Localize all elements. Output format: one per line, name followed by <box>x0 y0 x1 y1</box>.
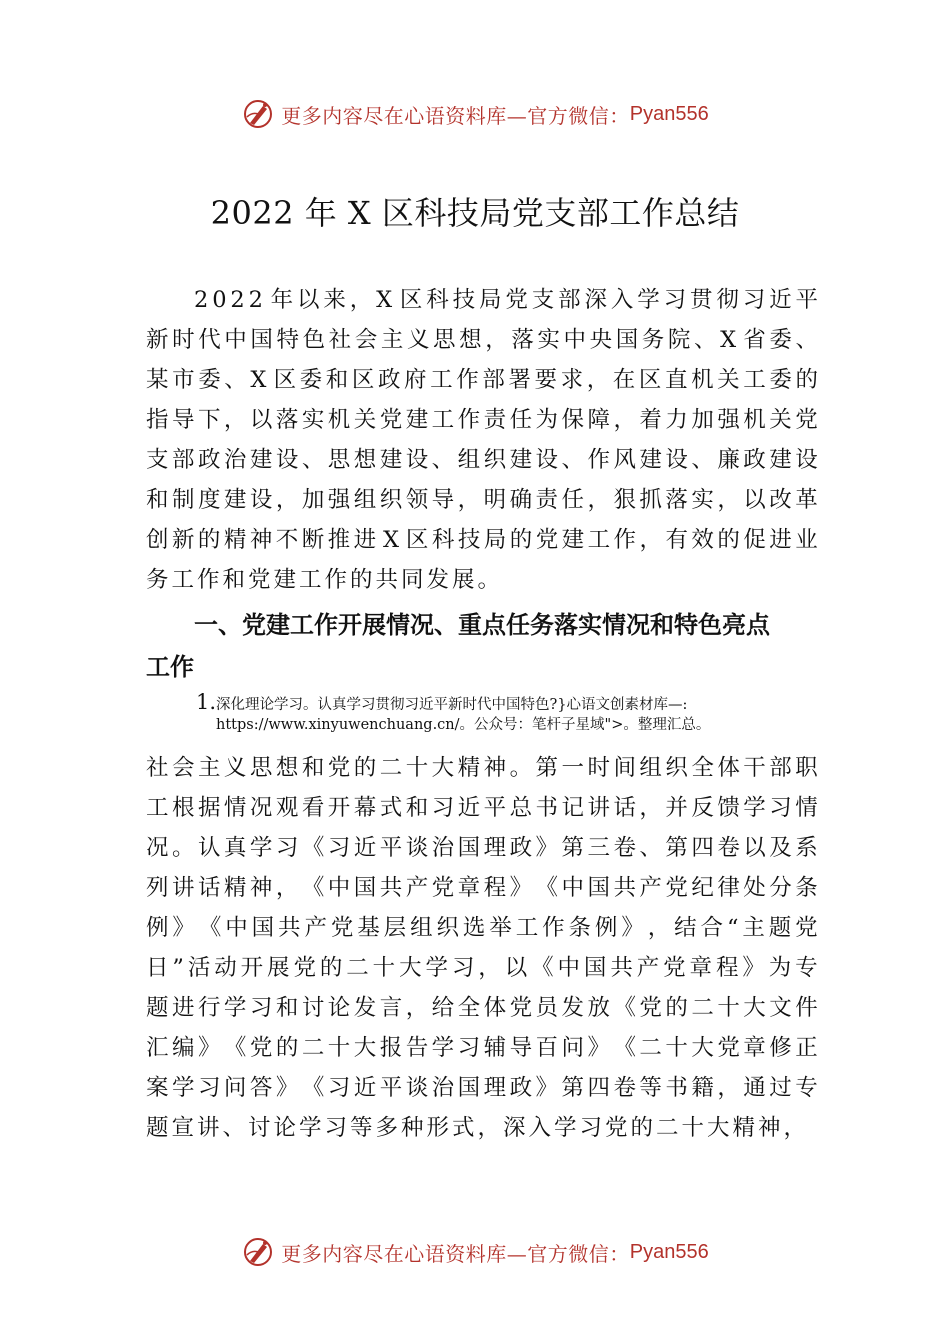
pen-nib-logo-icon <box>241 97 275 131</box>
text-line: 新 时 代 中 国 特 色 社 会 主 义 思 想 ， 落 实 中 央 国 务 院 、 X 省 委 、 <box>146 327 818 353</box>
item1-head-line1: 深化理论学习。认真学习贯彻习近平新时代中国特色?}心语文创素材库—: <box>216 697 688 713</box>
text-line: 题宣讲、讨论学习等多种形式，深入学习党的二十大精神， <box>146 1115 810 1141</box>
text-line: 社 会 主 义 思 想 和 党 的 二 十 大 精 神 。 第 一 时 间 组 织 全 体 干 部 职 <box>146 755 818 781</box>
banner-text: 更多内容尽在心语资料库—官方微信： <box>281 1241 630 1266</box>
intro-paragraph <box>146 280 818 600</box>
text-line: 务工作和党建工作的共同发展。 <box>146 567 504 593</box>
banner-text: 更多内容尽在心语资料库—官方微信： <box>281 103 630 128</box>
item1-head-line2: https://www.xinyuwenchuang.cn/。公众号：笔杆子星域">。整理汇总。 <box>216 717 711 733</box>
pen-nib-logo-icon <box>241 1235 275 1269</box>
banner-wechat-id: Pyan556 <box>629 102 709 125</box>
item1-heading <box>196 692 816 735</box>
item1-paragraph <box>146 748 818 1148</box>
footer-banner <box>0 1232 950 1272</box>
banner-wechat-id: Pyan556 <box>629 1240 709 1263</box>
text-line: 某 市 委 、 X 区 委 和 区 政 府 工 作 部 署 要 求 ， 在 区 直 机 关 工 委 的 <box>146 367 818 393</box>
section-heading-line1: 一、党建工作开展情况、重点任务落实情况和特色亮点 <box>194 611 770 639</box>
text-line: 日 ” 活 动 开 展 党 的 二 十 大 学 习 ， 以 《 中 国 共 产 党 章 程 》 为 专 <box>146 955 818 981</box>
text-line: 列 讲 话 精 神 ， 《 中 国 共 产 党 章 程 》 《 中 国 共 产 党 纪 律 处 分 条 <box>146 875 818 901</box>
text-line: 况 。 认 真 学 习 《 习 近 平 谈 治 国 理 政 》 第 三 卷 、 第 四 卷 以 及 系 <box>146 835 818 861</box>
document-title: 2022 年 X 区科技局党支部工作总结 <box>210 194 740 232</box>
text-line: 和 制 度 建 设 ， 加 强 组 织 领 导 ， 明 确 责 任 ， 狠 抓 落 实 ， 以 改 革 <box>146 487 818 513</box>
text-line: 支 部 政 治 建 设 、 思 想 建 设 、 组 织 建 设 、 作 风 建 设 、 廉 政 建 设 <box>146 447 818 473</box>
text-line: 2 0 2 2 年 以 来 ， X 区 科 技 局 党 支 部 深 入 学 习 贯 彻 习 近 平 <box>194 287 818 313</box>
header-banner <box>0 94 950 134</box>
text-line: 工 根 据 情 况 观 看 开 幕 式 和 习 近 平 总 书 记 讲 话 ， 并 反 馈 学 习 情 <box>146 795 818 821</box>
text-line: 指 导 下 ， 以 落 实 机 关 党 建 工 作 责 任 为 保 障 ， 着 力 加 强 机 关 党 <box>146 407 818 433</box>
text-line: 案 学 习 问 答 》 《 习 近 平 谈 治 国 理 政 》 第 四 卷 等 书 籍 ， 通 过 专 <box>146 1075 818 1101</box>
text-line: 题 进 行 学 习 和 讨 论 发 言 ， 给 全 体 党 员 发 放 《 党 的 二 十 大 文 件 <box>146 995 818 1021</box>
text-line: 汇 编 》 《 党 的 二 十 大 报 告 学 习 辅 导 百 问 》 《 二 十 大 党 章 修 正 <box>146 1035 818 1061</box>
section-heading <box>146 604 818 688</box>
text-line: 创 新 的 精 神 不 断 推 进 X 区 科 技 局 的 党 建 工 作 ， 有 效 的 促 进 业 <box>146 527 818 553</box>
section-heading-line2: 工作 <box>146 653 194 681</box>
item1-number: 1. <box>196 690 217 714</box>
text-line: 例 》 《 中 国 共 产 党 基 层 组 织 选 举 工 作 条 例 》 ， 结 合 “ 主 题 党 <box>146 915 818 941</box>
